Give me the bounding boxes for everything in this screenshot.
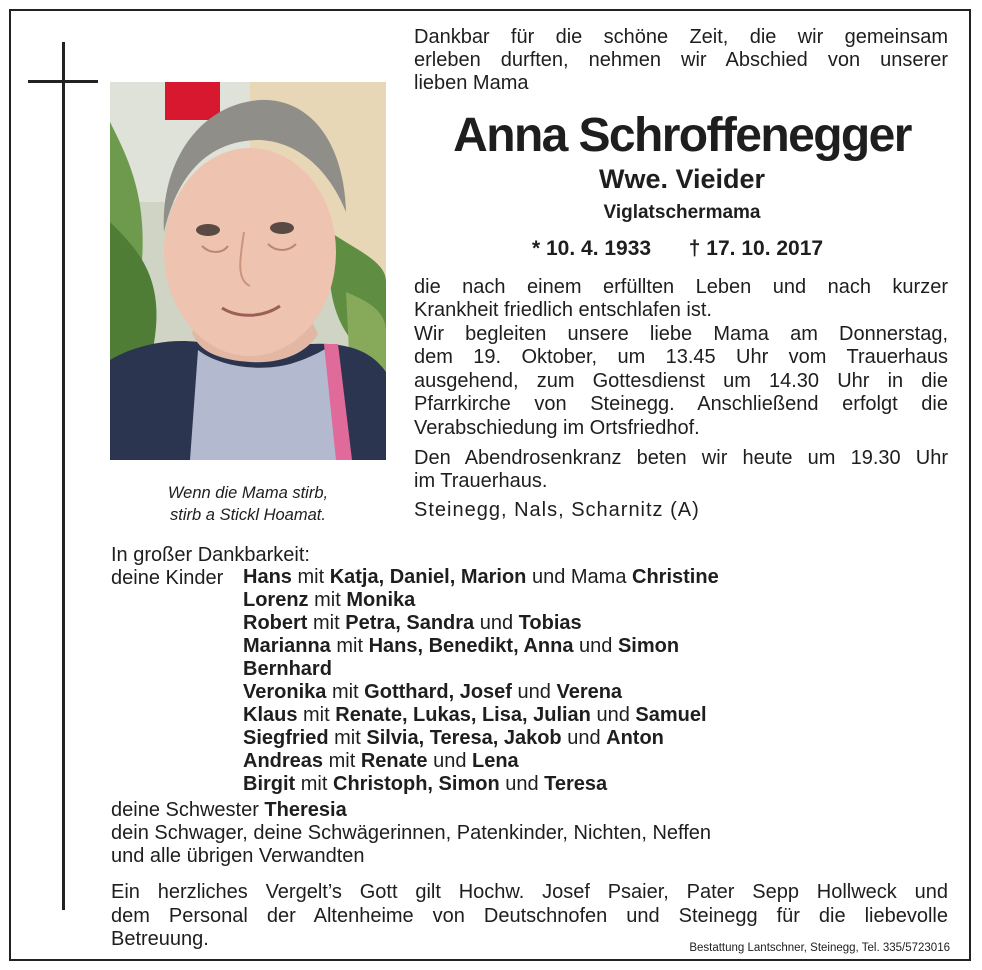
family-name: Anton <box>606 727 664 749</box>
places: Steinegg, Nals, Scharnitz (A) <box>414 499 700 521</box>
family-line <box>243 612 582 635</box>
family-name: Silvia, Teresa, Jakob <box>366 727 562 749</box>
family-name: Renate, Lukas, Lisa, Julian <box>335 704 591 726</box>
family-connector: und <box>511 681 557 703</box>
caption-line: Wenn die Mama stirb, <box>167 484 329 502</box>
family-name: Hans, Benedikt, Anna <box>368 635 574 657</box>
family-connector: mit <box>308 589 347 611</box>
family-name: Birgit <box>243 773 296 795</box>
family-line <box>243 773 607 796</box>
relatives-line: dein Schwager, deine Schwägerinnen, Patenkinder, Nichten, Neffen <box>111 822 712 844</box>
family-name: Christine <box>632 566 719 588</box>
family-name: Christoph, Simon <box>333 773 500 795</box>
cross-icon <box>62 42 65 910</box>
relatives-line: und alle übrigen Verwandten <box>111 845 365 867</box>
family-name: Gotthard, Josef <box>364 681 512 703</box>
family-line <box>243 750 519 773</box>
body-line: Den Abendrosenkranz beten wir heute um 19.30 Uhr <box>414 447 948 469</box>
intro-line: lieben Mama <box>414 72 529 94</box>
family-connector: und <box>590 704 636 726</box>
family-connector: mit <box>323 750 361 772</box>
family-connector: mit <box>328 727 367 749</box>
family-connector: mit <box>295 773 333 795</box>
family-line <box>243 681 622 704</box>
family-connector: mit <box>307 612 346 634</box>
family-name: Andreas <box>243 750 324 772</box>
family-connector: mit <box>326 681 365 703</box>
children-label: deine Kinder <box>111 567 224 589</box>
family-name: Tobias <box>518 612 582 634</box>
family-name: Klaus <box>243 704 298 726</box>
family-connector: mit <box>297 704 336 726</box>
thanks-line: dem Personal der Altenheime von Deutschnofen und Steinegg für die liebevolle <box>111 905 948 927</box>
family-name: Robert <box>243 612 308 634</box>
family-line <box>243 658 332 681</box>
family-name: Lorenz <box>243 589 309 611</box>
family-name: Hans <box>243 566 292 588</box>
family-name: Veronika <box>243 681 327 703</box>
body-line: dem 19. Oktober, um 13.45 Uhr vom Trauerhaus <box>414 346 948 368</box>
family-name: Siegfried <box>243 727 329 749</box>
thanks-line: Ein herzliches Vergelt’s Gott gilt Hochw. Josef Psaier, Pater Sepp Hollweck und <box>111 881 948 903</box>
family-name: Katja, Daniel, Marion <box>329 566 527 588</box>
family-name: Lena <box>472 750 519 772</box>
death-date: † 17. 10. 2017 <box>688 237 824 260</box>
family-connector: und <box>561 727 607 749</box>
family-line <box>243 635 679 658</box>
family-line <box>243 727 664 750</box>
family-connector: und Mama <box>526 566 633 588</box>
family-name: Teresa <box>544 773 608 795</box>
intro-line: erleben durften, nehmen wir Abschied von unserer <box>414 49 948 71</box>
family-connector: und <box>474 612 519 634</box>
body-line: Verabschiedung im Ortsfriedhof. <box>414 417 700 439</box>
body-line: im Trauerhaus. <box>414 470 548 492</box>
family-connector: und <box>427 750 472 772</box>
intro-line: Dankbar für die schöne Zeit, die wir gemeinsam <box>414 26 948 48</box>
family-name: Petra, Sandra <box>345 612 475 634</box>
birth-date: * 10. 4. 1933 <box>532 237 652 260</box>
family-name: Samuel <box>635 704 707 726</box>
body-line: die nach einem erfüllten Leben und nach kurzer <box>414 276 948 298</box>
family-line <box>243 704 707 727</box>
sister-name: Theresia <box>264 799 347 821</box>
gratitude-heading: In großer Dankbarkeit: <box>111 544 310 566</box>
family-line <box>243 566 719 589</box>
sister-label: deine Schwester <box>111 799 265 821</box>
sister-line <box>111 798 347 822</box>
cross-icon-bar <box>28 80 98 83</box>
portrait-photo <box>110 82 386 460</box>
family-name: Verena <box>556 681 623 703</box>
body-line: ausgehend, zum Gottesdienst um 14.30 Uhr in die <box>414 370 948 392</box>
body-line: Wir begleiten unsere liebe Mama am Donnerstag, <box>414 323 948 345</box>
photo-caption <box>110 482 386 526</box>
family-name: Renate <box>360 750 428 772</box>
family-name: Bernhard <box>243 658 332 680</box>
family-connector: und <box>499 773 545 795</box>
life-dates <box>532 236 823 262</box>
family-name: Simon <box>617 635 680 657</box>
family-connector: und <box>573 635 618 657</box>
funeral-home-footer: Bestattung Lantschner, Steinegg, Tel. 335/5723016 <box>689 942 950 954</box>
widow-name: Wwe. Vieider <box>598 164 766 194</box>
nickname: Viglatschermama <box>603 202 761 223</box>
family-name: Monika <box>346 589 416 611</box>
family-connector: mit <box>291 566 330 588</box>
body-line: Pfarrkirche von Steinegg. Anschließend erfolgt die <box>414 393 948 415</box>
body-line: Krankheit friedlich entschlafen ist. <box>414 299 712 321</box>
thanks-line: Betreuung. <box>111 928 209 950</box>
family-name: Marianna <box>243 635 331 657</box>
family-line <box>243 589 415 612</box>
family-connector: mit <box>330 635 369 657</box>
deceased-name: Anna Schroffenegger <box>453 109 911 162</box>
caption-line: stirb a Stickl Hoamat. <box>170 506 326 524</box>
